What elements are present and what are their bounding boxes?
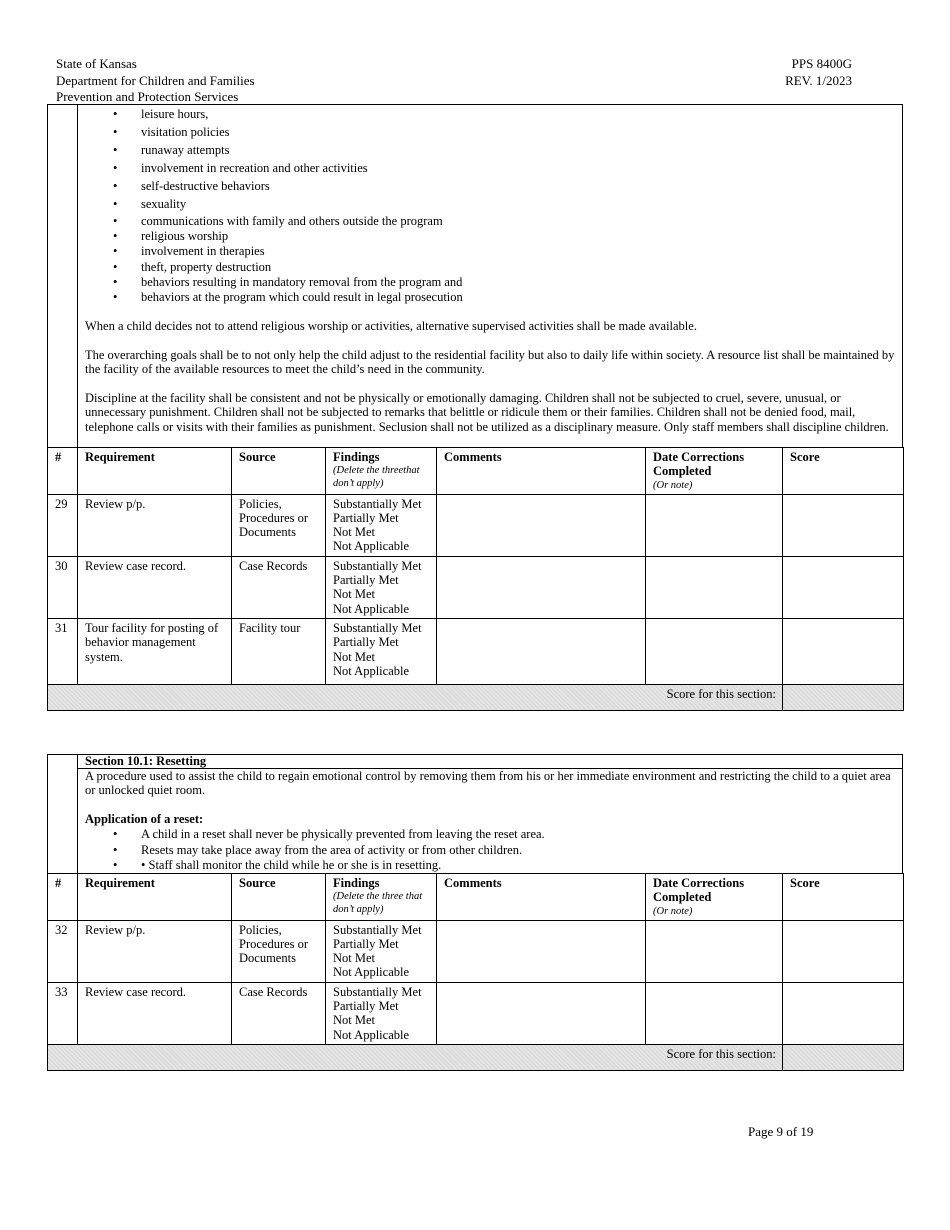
list-item: • sexuality — [85, 195, 368, 213]
column-header-date-corrections — [646, 448, 783, 495]
finding-option: Substantially Met — [333, 984, 422, 999]
reset-bullet-list — [85, 827, 545, 874]
row-source: Facility tour — [232, 618, 326, 684]
row-date-corrections-cell[interactable] — [646, 556, 783, 618]
column-header-number: # — [48, 874, 78, 921]
date-corrections-label: Date Corrections Completed — [653, 876, 745, 905]
finding-option: Not Applicable — [333, 601, 410, 616]
column-header-requirement: Requirement — [78, 874, 232, 921]
row-score-cell[interactable] — [783, 920, 904, 982]
finding-option: Substantially Met — [333, 922, 422, 937]
row-score-cell[interactable] — [783, 618, 904, 684]
findings-label: Findings — [333, 876, 380, 890]
row-source: Policies, Procedures or Documents — [232, 494, 326, 556]
row-score-cell[interactable] — [783, 982, 904, 1044]
row-comments-cell[interactable] — [437, 920, 646, 982]
table-row — [48, 556, 904, 618]
row-findings[interactable] — [326, 494, 437, 556]
table-row — [48, 618, 904, 684]
section-score-value-cell[interactable] — [783, 1044, 904, 1070]
row-number: 29 — [48, 494, 78, 556]
row-requirement: Review p/p. — [78, 920, 232, 982]
section-score-label: Score for this section: — [48, 684, 783, 710]
section-score-row — [48, 1044, 904, 1070]
page-number: Page 9 of 19 — [748, 1124, 814, 1139]
finding-option: Substantially Met — [333, 496, 422, 511]
row-score-cell[interactable] — [783, 494, 904, 556]
column-header-findings — [326, 448, 437, 495]
requirements-table-2 — [47, 873, 904, 1071]
column-header-requirement: Requirement — [78, 448, 232, 495]
row-source: Case Records — [232, 556, 326, 618]
row-number: 31 — [48, 618, 78, 684]
finding-option: Partially Met — [333, 999, 399, 1014]
row-requirement: Review p/p. — [78, 494, 232, 556]
section-title: Section 10.1: Resetting — [85, 754, 207, 768]
header-department: Department for Children and Families — [56, 72, 255, 88]
list-item: • involvement in recreation and other activities — [85, 159, 368, 177]
finding-option: Not Applicable — [333, 539, 410, 554]
row-number: 33 — [48, 982, 78, 1044]
row-requirement: Tour facility for posting of behavior management system. — [78, 618, 232, 684]
header-form-number: PPS 8400G — [791, 56, 852, 71]
column-header-number: # — [48, 448, 78, 495]
paragraph-religious-worship: When a child decides not to attend religious worship or activities, alternative supervised activities shall be made available. — [85, 319, 697, 333]
row-date-corrections-cell[interactable] — [646, 920, 783, 982]
row-number: 30 — [48, 556, 78, 618]
list-item: • leisure hours, — [85, 105, 368, 123]
table-row — [48, 494, 904, 556]
findings-label: Findings — [333, 450, 380, 464]
behavior-bullet-list-continued — [85, 214, 463, 305]
finding-option: Not Met — [333, 1013, 376, 1028]
table-header-row — [48, 874, 904, 921]
header-state: State of Kansas — [56, 56, 137, 71]
row-requirement: Review case record. — [78, 556, 232, 618]
row-number: 32 — [48, 920, 78, 982]
finding-option: Not Met — [333, 525, 376, 540]
column-header-score: Score — [783, 448, 904, 495]
column-header-score: Score — [783, 874, 904, 921]
row-findings[interactable] — [326, 618, 437, 684]
date-corrections-label: Date Corrections Completed — [653, 450, 745, 479]
requirements-table-1 — [47, 447, 904, 711]
table-row — [48, 920, 904, 982]
row-date-corrections-cell[interactable] — [646, 982, 783, 1044]
finding-option: Substantially Met — [333, 620, 422, 635]
finding-option: Not Met — [333, 587, 376, 602]
row-requirement: Review case record. — [78, 982, 232, 1044]
finding-option: Not Met — [333, 649, 376, 664]
section-intro: A procedure used to assist the child to regain emotional control by removing them from his or her immediate environment and restricting the child to a quiet area or unlocked quiet room. — [85, 769, 891, 798]
list-item: • involvement in therapies — [85, 244, 463, 259]
column-header-source: Source — [232, 448, 326, 495]
list-item: • behaviors resulting in mandatory removal from the program and — [85, 275, 463, 290]
row-date-corrections-cell[interactable] — [646, 494, 783, 556]
section-score-label: Score for this section: — [48, 1044, 783, 1070]
section-text-box-divider — [77, 104, 78, 448]
row-score-cell[interactable] — [783, 556, 904, 618]
finding-option: Substantially Met — [333, 558, 422, 573]
findings-note: (Delete the threethat don’t apply) — [333, 465, 420, 490]
row-findings[interactable] — [326, 920, 437, 982]
row-comments-cell[interactable] — [437, 494, 646, 556]
column-header-date-corrections — [646, 874, 783, 921]
reset-application-heading: Application of a reset: — [85, 812, 204, 826]
row-comments-cell[interactable] — [437, 556, 646, 618]
header-revision: REV. 1/2023 — [785, 72, 852, 88]
finding-option: Partially Met — [333, 573, 399, 588]
date-corrections-note: (Or note) — [653, 905, 693, 917]
finding-option: Not Met — [333, 951, 376, 966]
row-date-corrections-cell[interactable] — [646, 618, 783, 684]
behavior-bullet-list — [85, 105, 368, 213]
list-item: • theft, property destruction — [85, 260, 463, 275]
column-header-comments: Comments — [437, 448, 646, 495]
finding-option: Partially Met — [333, 936, 399, 951]
finding-option: Partially Met — [333, 635, 399, 650]
list-item: • runaway attempts — [85, 141, 368, 159]
section-10-1-box-divider — [77, 754, 78, 874]
finding-option: Not Applicable — [333, 1027, 410, 1042]
date-corrections-note: (Or note) — [653, 479, 693, 491]
list-item: • • Staff shall monitor the child while he or she is in resetting. — [85, 858, 545, 874]
paragraph-discipline: Discipline at the facility shall be consistent and not be physically or emotionally damaging. Children shall not be subjected to cruel, severe, unusual, or unnecessary punishment. Children shall not be subjected to remarks that belittle or ridicule them or their families. Children shall not be denied food, mail, telephone calls or visits with their families as punishment. Seclusion shall not be utilized as a disciplinary measure. Only staff members shall discipline children. — [85, 391, 889, 434]
list-item: • self-destructive behaviors — [85, 177, 368, 195]
row-comments-cell[interactable] — [437, 618, 646, 684]
row-source: Case Records — [232, 982, 326, 1044]
document-header-left — [56, 56, 255, 106]
paragraph-overarching-goals: The overarching goals shall be to not only help the child adjust to the residential facility but also to daily life within society. A resource list shall be maintained by the facility of the available resources to meet the child’s need in the community. — [85, 348, 895, 377]
section-score-value-cell[interactable] — [783, 684, 904, 710]
row-comments-cell[interactable] — [437, 982, 646, 1044]
finding-option: Not Applicable — [333, 663, 410, 678]
section-score-row — [48, 684, 904, 710]
row-findings[interactable] — [326, 982, 437, 1044]
list-item: • A child in a reset shall never be physically prevented from leaving the reset area. — [85, 827, 545, 843]
row-findings[interactable] — [326, 556, 437, 618]
list-item: • communications with family and others outside the program — [85, 214, 463, 229]
column-header-source: Source — [232, 874, 326, 921]
list-item: • Resets may take place away from the area of activity or from other children. — [85, 843, 545, 859]
finding-option: Not Applicable — [333, 965, 410, 980]
header-division: Prevention and Protection Services — [56, 89, 239, 104]
table-header-row — [48, 448, 904, 495]
table-row — [48, 982, 904, 1044]
document-header-right — [785, 56, 852, 89]
list-item: • behaviors at the program which could result in legal prosecution — [85, 290, 463, 305]
row-source: Policies, Procedures or Documents — [232, 920, 326, 982]
findings-note: (Delete the three that don’t apply) — [333, 891, 423, 916]
column-header-findings — [326, 874, 437, 921]
list-item: • visitation policies — [85, 123, 368, 141]
column-header-comments: Comments — [437, 874, 646, 921]
finding-option: Partially Met — [333, 510, 399, 525]
list-item: • religious worship — [85, 229, 463, 244]
